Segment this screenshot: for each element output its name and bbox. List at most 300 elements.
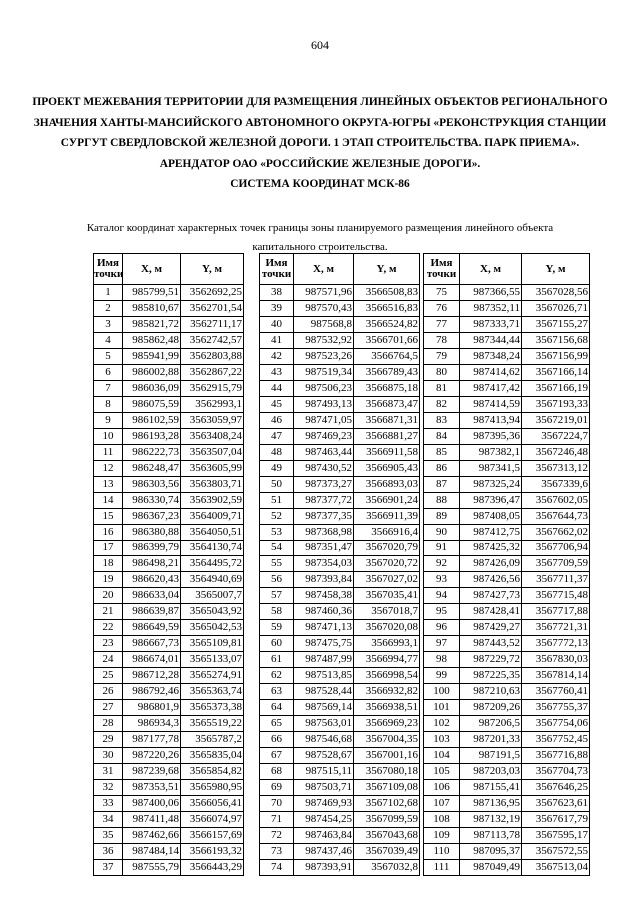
x-coordinate-cell: 986498,21: [123, 556, 181, 572]
point-number-cell: 46: [260, 412, 294, 428]
point-number-cell: 107: [424, 796, 460, 812]
point-number-cell: 92: [424, 556, 460, 572]
x-coordinate-cell: 987568,8: [294, 316, 354, 332]
table-row: [94, 588, 244, 604]
y-coordinate-cell: 3565274,91: [181, 668, 244, 684]
y-coordinate-cell: 3567313,12: [522, 460, 590, 476]
y-coordinate-cell: 3567166,19: [522, 380, 590, 396]
point-number-cell: 18: [94, 556, 123, 572]
y-coordinate-cell: 3565133,07: [181, 652, 244, 668]
table-row: [260, 300, 420, 316]
x-coordinate-cell: 987417,42: [460, 380, 522, 396]
x-coordinate-cell: 986639,87: [123, 604, 181, 620]
y-coordinate-cell: 3566893,03: [354, 476, 420, 492]
table-row: [260, 396, 420, 412]
y-coordinate-cell: 3566901,24: [354, 492, 420, 508]
table-row: [94, 492, 244, 508]
table-row: [260, 764, 420, 780]
x-coordinate-cell: 987177,78: [123, 732, 181, 748]
y-coordinate-cell: 3564495,72: [181, 556, 244, 572]
y-coordinate-cell: 3562993,1: [181, 396, 244, 412]
y-coordinate-cell: 3567027,02: [354, 572, 420, 588]
y-coordinate-cell: 3563605,99: [181, 460, 244, 476]
x-coordinate-cell: 987348,24: [460, 348, 522, 364]
point-number-cell: 34: [94, 811, 123, 827]
column-header-x: X, м: [460, 254, 522, 285]
x-coordinate-cell: 987437,46: [294, 843, 354, 859]
x-coordinate-cell: 987049,49: [460, 859, 522, 875]
subtitle-line: Каталог координат характерных точек границы зоны планируемого размещения линейного объекта: [86, 222, 554, 234]
y-coordinate-cell: 3567752,45: [522, 732, 590, 748]
point-number-cell: 76: [424, 300, 460, 316]
x-coordinate-cell: 987341,5: [460, 460, 522, 476]
point-number-cell: 24: [94, 652, 123, 668]
x-coordinate-cell: 987220,26: [123, 748, 181, 764]
title-line: АРЕНДАТОР ОАО «РОССИЙСКИЕ ЖЕЛЕЗНЫЕ ДОРОГИ».: [159, 157, 481, 170]
table-row: [424, 556, 590, 572]
point-number-cell: 1: [94, 285, 123, 301]
point-number-cell: 62: [260, 668, 294, 684]
y-coordinate-cell: 3567646,25: [522, 780, 590, 796]
table-row: [260, 572, 420, 588]
table-row: [424, 396, 590, 412]
table-row: [260, 380, 420, 396]
point-number-cell: 74: [260, 859, 294, 875]
y-coordinate-cell: 3563507,04: [181, 444, 244, 460]
point-number-cell: 41: [260, 332, 294, 348]
x-coordinate-cell: 987377,35: [294, 508, 354, 524]
table-row: [94, 316, 244, 332]
coordinates-tables: [93, 253, 588, 873]
x-coordinate-cell: 987344,44: [460, 332, 522, 348]
point-number-cell: 55: [260, 556, 294, 572]
table-row: [424, 428, 590, 444]
header-point-line1: Имя: [430, 257, 453, 269]
table-row: [94, 508, 244, 524]
y-coordinate-cell: 3566875,18: [354, 380, 420, 396]
x-coordinate-cell: 987393,91: [294, 859, 354, 875]
table-row: [260, 859, 420, 875]
y-coordinate-cell: 3565980,95: [181, 780, 244, 796]
y-coordinate-cell: 3566443,29: [181, 859, 244, 875]
point-number-cell: 80: [424, 364, 460, 380]
x-coordinate-cell: 986620,43: [123, 572, 181, 588]
table-row: [424, 604, 590, 620]
point-number-cell: 106: [424, 780, 460, 796]
point-number-cell: 58: [260, 604, 294, 620]
x-coordinate-cell: 987469,23: [294, 428, 354, 444]
y-coordinate-cell: 3567595,17: [522, 827, 590, 843]
x-coordinate-cell: 987463,44: [294, 444, 354, 460]
point-number-cell: 47: [260, 428, 294, 444]
table-row: [260, 700, 420, 716]
y-coordinate-cell: 3566911,58: [354, 444, 420, 460]
point-number-cell: 21: [94, 604, 123, 620]
point-number-cell: 111: [424, 859, 460, 875]
table-row: [424, 332, 590, 348]
point-number-cell: 16: [94, 524, 123, 540]
table-row: [94, 764, 244, 780]
point-number-cell: 3: [94, 316, 123, 332]
x-coordinate-cell: 987414,62: [460, 364, 522, 380]
point-number-cell: 4: [94, 332, 123, 348]
table-row: [424, 732, 590, 748]
table-row: [260, 588, 420, 604]
y-coordinate-cell: 3566056,41: [181, 796, 244, 812]
y-coordinate-cell: 3565373,38: [181, 700, 244, 716]
point-number-cell: 20: [94, 588, 123, 604]
y-coordinate-cell: 3567755,37: [522, 700, 590, 716]
point-number-cell: 52: [260, 508, 294, 524]
x-coordinate-cell: 986222,73: [123, 444, 181, 460]
point-number-cell: 69: [260, 780, 294, 796]
y-coordinate-cell: 3566932,82: [354, 684, 420, 700]
point-number-cell: 75: [424, 285, 460, 301]
table-row: [260, 604, 420, 620]
header-point-line2: точки: [426, 268, 457, 280]
x-coordinate-cell: 986002,88: [123, 364, 181, 380]
table-row: [260, 444, 420, 460]
table-row: [260, 316, 420, 332]
point-number-cell: 35: [94, 827, 123, 843]
point-number-cell: 59: [260, 620, 294, 636]
table-row: [424, 476, 590, 492]
y-coordinate-cell: 3566916,4: [354, 524, 420, 540]
table-row: [424, 668, 590, 684]
table-row: [424, 716, 590, 732]
y-coordinate-cell: 3563059,97: [181, 412, 244, 428]
y-coordinate-cell: 3562867,22: [181, 364, 244, 380]
x-coordinate-cell: 987333,71: [460, 316, 522, 332]
x-coordinate-cell: 987239,68: [123, 764, 181, 780]
y-coordinate-cell: 3567721,31: [522, 620, 590, 636]
x-coordinate-cell: 987408,05: [460, 508, 522, 524]
table-row: [260, 540, 420, 556]
table-row: [260, 524, 420, 540]
x-coordinate-cell: 986303,56: [123, 476, 181, 492]
y-coordinate-cell: 3567028,56: [522, 285, 590, 301]
table-header-row: [94, 254, 244, 285]
table-header-row: [424, 254, 590, 285]
y-coordinate-cell: 3567155,27: [522, 316, 590, 332]
title-line: СУРГУТ СВЕРДЛОВСКОЙ ЖЕЛЕЗНОЙ ДОРОГИ. 1 ЭТАП СТРОИТЕЛЬСТВА. ПАРК ПРИЕМА».: [60, 137, 580, 150]
y-coordinate-cell: 3567644,73: [522, 508, 590, 524]
y-coordinate-cell: 3567156,68: [522, 332, 590, 348]
table-row: [94, 572, 244, 588]
y-coordinate-cell: 3567339,6: [522, 476, 590, 492]
point-number-cell: 65: [260, 716, 294, 732]
y-coordinate-cell: 3567623,61: [522, 796, 590, 812]
point-number-cell: 7: [94, 380, 123, 396]
point-number-cell: 83: [424, 412, 460, 428]
x-coordinate-cell: 987413,94: [460, 412, 522, 428]
point-number-cell: 78: [424, 332, 460, 348]
y-coordinate-cell: 3567109,08: [354, 780, 420, 796]
y-coordinate-cell: 3564050,51: [181, 524, 244, 540]
column-header-x: X, м: [294, 254, 354, 285]
y-coordinate-cell: 3565007,7: [181, 588, 244, 604]
x-coordinate-cell: 987201,33: [460, 732, 522, 748]
point-number-cell: 82: [424, 396, 460, 412]
x-coordinate-cell: 987506,23: [294, 380, 354, 396]
table-row: [424, 636, 590, 652]
column-header-y: Y, м: [354, 254, 420, 285]
table-row: [260, 348, 420, 364]
x-coordinate-cell: 986330,74: [123, 492, 181, 508]
x-coordinate-cell: 987393,84: [294, 572, 354, 588]
x-coordinate-cell: 985821,72: [123, 316, 181, 332]
y-coordinate-cell: 3567020,08: [354, 620, 420, 636]
table-row: [424, 588, 590, 604]
point-number-cell: 89: [424, 508, 460, 524]
column-header-y: Y, м: [522, 254, 590, 285]
table-row: [94, 652, 244, 668]
x-coordinate-cell: 985810,67: [123, 300, 181, 316]
point-number-cell: 109: [424, 827, 460, 843]
point-number-cell: 28: [94, 716, 123, 732]
x-coordinate-cell: 987225,35: [460, 668, 522, 684]
page-number: 604: [311, 38, 329, 52]
table-row: [260, 620, 420, 636]
x-coordinate-cell: 987563,01: [294, 716, 354, 732]
point-number-cell: 29: [94, 732, 123, 748]
point-number-cell: 12: [94, 460, 123, 476]
table-row: [260, 748, 420, 764]
point-number-cell: 61: [260, 652, 294, 668]
x-coordinate-cell: 987443,52: [460, 636, 522, 652]
document-title: [20, 92, 620, 195]
header-point-line2: точки: [261, 268, 292, 280]
x-coordinate-cell: 987555,79: [123, 859, 181, 875]
y-coordinate-cell: 3565854,82: [181, 764, 244, 780]
x-coordinate-cell: 985799,51: [123, 285, 181, 301]
point-number-cell: 9: [94, 412, 123, 428]
table-row: [424, 700, 590, 716]
x-coordinate-cell: 987523,26: [294, 348, 354, 364]
table-row: [424, 524, 590, 540]
y-coordinate-cell: 3566993,1: [354, 636, 420, 652]
x-coordinate-cell: 986367,23: [123, 508, 181, 524]
table-row: [424, 285, 590, 301]
point-number-cell: 40: [260, 316, 294, 332]
table-row: [424, 492, 590, 508]
table-row: [424, 316, 590, 332]
y-coordinate-cell: 3566994,77: [354, 652, 420, 668]
point-number-cell: 85: [424, 444, 460, 460]
table-row: [424, 843, 590, 859]
point-number-cell: 13: [94, 476, 123, 492]
y-coordinate-cell: 3567219,01: [522, 412, 590, 428]
table-header-row: [260, 254, 420, 285]
table-row: [94, 380, 244, 396]
x-coordinate-cell: 987366,55: [460, 285, 522, 301]
x-coordinate-cell: 986248,47: [123, 460, 181, 476]
y-coordinate-cell: 3562701,54: [181, 300, 244, 316]
x-coordinate-cell: 986399,79: [123, 540, 181, 556]
y-coordinate-cell: 3567716,88: [522, 748, 590, 764]
y-coordinate-cell: 3567572,55: [522, 843, 590, 859]
table-row: [94, 285, 244, 301]
x-coordinate-cell: 987229,72: [460, 652, 522, 668]
table-row: [424, 748, 590, 764]
table-row: [94, 716, 244, 732]
table-row: [94, 780, 244, 796]
table-row: [260, 732, 420, 748]
point-number-cell: 72: [260, 827, 294, 843]
y-coordinate-cell: 3567772,13: [522, 636, 590, 652]
column-header-point: [94, 254, 123, 285]
table-row: [424, 572, 590, 588]
x-coordinate-cell: 987463,84: [294, 827, 354, 843]
point-number-cell: 63: [260, 684, 294, 700]
table-row: [424, 460, 590, 476]
table-row: [260, 476, 420, 492]
table-row: [424, 780, 590, 796]
point-number-cell: 70: [260, 796, 294, 812]
x-coordinate-cell: 987411,48: [123, 811, 181, 827]
point-number-cell: 53: [260, 524, 294, 540]
table-row: [94, 668, 244, 684]
table-row: [94, 396, 244, 412]
y-coordinate-cell: 3566881,27: [354, 428, 420, 444]
x-coordinate-cell: 986036,09: [123, 380, 181, 396]
x-coordinate-cell: 987471,13: [294, 620, 354, 636]
table-row: [94, 859, 244, 875]
point-number-cell: 66: [260, 732, 294, 748]
x-coordinate-cell: 985862,48: [123, 332, 181, 348]
x-coordinate-cell: 987460,36: [294, 604, 354, 620]
header-point-line1: Имя: [265, 257, 288, 269]
point-number-cell: 51: [260, 492, 294, 508]
table-row: [260, 796, 420, 812]
y-coordinate-cell: 3566998,54: [354, 668, 420, 684]
point-number-cell: 71: [260, 811, 294, 827]
point-number-cell: 79: [424, 348, 460, 364]
point-number-cell: 100: [424, 684, 460, 700]
y-coordinate-cell: 3567246,48: [522, 444, 590, 460]
point-number-cell: 54: [260, 540, 294, 556]
x-coordinate-cell: 987471,05: [294, 412, 354, 428]
x-coordinate-cell: 986193,28: [123, 428, 181, 444]
point-number-cell: 81: [424, 380, 460, 396]
table-row: [424, 348, 590, 364]
y-coordinate-cell: 3567760,41: [522, 684, 590, 700]
point-number-cell: 77: [424, 316, 460, 332]
point-number-cell: 45: [260, 396, 294, 412]
x-coordinate-cell: 987532,92: [294, 332, 354, 348]
table-row: [424, 811, 590, 827]
table-row: [260, 285, 420, 301]
table-row: [260, 684, 420, 700]
x-coordinate-cell: 987414,59: [460, 396, 522, 412]
header-point-line2: точки: [94, 268, 124, 280]
point-number-cell: 104: [424, 748, 460, 764]
x-coordinate-cell: 987528,67: [294, 748, 354, 764]
point-number-cell: 88: [424, 492, 460, 508]
point-number-cell: 67: [260, 748, 294, 764]
y-coordinate-cell: 3566524,82: [354, 316, 420, 332]
point-number-cell: 32: [94, 780, 123, 796]
x-coordinate-cell: 987351,47: [294, 540, 354, 556]
y-coordinate-cell: 3567020,79: [354, 540, 420, 556]
point-number-cell: 68: [260, 764, 294, 780]
x-coordinate-cell: 987462,66: [123, 827, 181, 843]
y-coordinate-cell: 3564940,69: [181, 572, 244, 588]
point-number-cell: 56: [260, 572, 294, 588]
x-coordinate-cell: 987368,98: [294, 524, 354, 540]
coordinates-table: [93, 253, 244, 876]
x-coordinate-cell: 987425,32: [460, 540, 522, 556]
y-coordinate-cell: 3566516,83: [354, 300, 420, 316]
point-number-cell: 42: [260, 348, 294, 364]
y-coordinate-cell: 3566701,66: [354, 332, 420, 348]
point-number-cell: 30: [94, 748, 123, 764]
table-row: [94, 556, 244, 572]
table-row: [94, 460, 244, 476]
y-coordinate-cell: 3567035,41: [354, 588, 420, 604]
x-coordinate-cell: 987113,78: [460, 827, 522, 843]
y-coordinate-cell: 3564130,74: [181, 540, 244, 556]
table-row: [260, 716, 420, 732]
y-coordinate-cell: 3567039,49: [354, 843, 420, 859]
y-coordinate-cell: 3563902,59: [181, 492, 244, 508]
table-row: [424, 684, 590, 700]
table-row: [424, 444, 590, 460]
point-number-cell: 105: [424, 764, 460, 780]
y-coordinate-cell: 3567754,06: [522, 716, 590, 732]
y-coordinate-cell: 3565519,22: [181, 716, 244, 732]
title-line: ЗНАЧЕНИЯ ХАНТЫ-МАНСИЙСКОГО АВТОНОМНОГО ОКРУГА-ЮГРЫ «РЕКОНСТРУКЦИЯ СТАНЦИИ: [33, 116, 607, 129]
x-coordinate-cell: 987155,41: [460, 780, 522, 796]
column-header-x: X, м: [123, 254, 181, 285]
table-row: [260, 636, 420, 652]
y-coordinate-cell: 3565042,53: [181, 620, 244, 636]
subtitle-line: капитального строительства.: [252, 241, 388, 253]
table-row: [260, 460, 420, 476]
x-coordinate-cell: 987412,75: [460, 524, 522, 540]
x-coordinate-cell: 986801,9: [123, 700, 181, 716]
point-number-cell: 5: [94, 348, 123, 364]
x-coordinate-cell: 986674,01: [123, 652, 181, 668]
x-coordinate-cell: 987132,19: [460, 811, 522, 827]
y-coordinate-cell: 3567080,18: [354, 764, 420, 780]
x-coordinate-cell: 987513,85: [294, 668, 354, 684]
y-coordinate-cell: 3566789,43: [354, 364, 420, 380]
point-number-cell: 91: [424, 540, 460, 556]
y-coordinate-cell: 3565835,04: [181, 748, 244, 764]
y-coordinate-cell: 3567717,88: [522, 604, 590, 620]
table-row: [424, 859, 590, 875]
point-number-cell: 11: [94, 444, 123, 460]
title-line: СИСТЕМА КООРДИНАТ МСК-86: [230, 178, 410, 191]
point-number-cell: 15: [94, 508, 123, 524]
point-number-cell: 14: [94, 492, 123, 508]
table-row: [424, 508, 590, 524]
x-coordinate-cell: 987458,38: [294, 588, 354, 604]
y-coordinate-cell: 3566193,32: [181, 843, 244, 859]
x-coordinate-cell: 987136,95: [460, 796, 522, 812]
table-row: [260, 811, 420, 827]
x-coordinate-cell: 986075,59: [123, 396, 181, 412]
column-header-point: [260, 254, 294, 285]
x-coordinate-cell: 986649,59: [123, 620, 181, 636]
y-coordinate-cell: 3565787,2: [181, 732, 244, 748]
table-row: [260, 492, 420, 508]
point-number-cell: 36: [94, 843, 123, 859]
x-coordinate-cell: 987570,43: [294, 300, 354, 316]
table-row: [260, 780, 420, 796]
point-number-cell: 86: [424, 460, 460, 476]
